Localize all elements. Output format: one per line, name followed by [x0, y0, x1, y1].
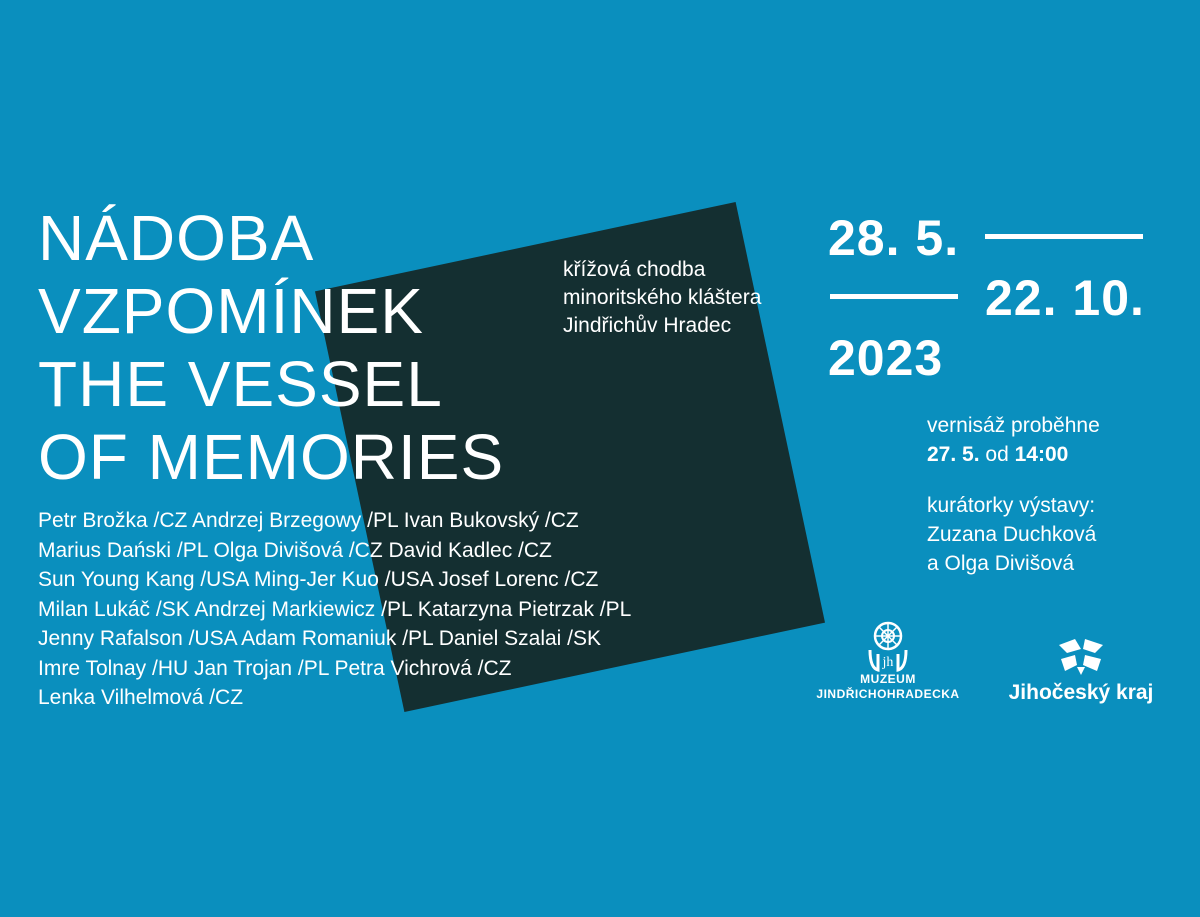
artist-line: Lenka Vilhelmová /CZ	[38, 686, 244, 709]
year: 2023	[828, 330, 944, 386]
curators-line: Zuzana Duchková	[927, 523, 1097, 546]
location-line: křížová chodba	[563, 258, 706, 281]
date-rule-top	[985, 234, 1143, 239]
title-line: VZPOMÍNEK	[38, 275, 424, 347]
curators-line: kurátorky výstavy:	[927, 494, 1096, 517]
location-line: minoritského kláštera	[563, 286, 762, 309]
location-line: Jindřichův Hradec	[563, 314, 732, 337]
vernissage-date: 27. 5.	[927, 443, 980, 466]
title-line: OF MEMORIES	[38, 421, 505, 493]
artist-line: Sun Young Kang /USA Ming-Jer Kuo /USA Josef Lorenc /CZ	[38, 568, 599, 591]
exhibition-title	[38, 202, 504, 494]
artist-line: Marius Dański /PL Olga Divišová /CZ David Kadlec /CZ	[38, 538, 552, 562]
museum-emblem-icon	[860, 620, 916, 672]
curators-line: a Olga Divišová	[927, 552, 1075, 575]
title-line: NÁDOBA	[38, 202, 315, 274]
museum-logo-line2: JINDŘICHOHRADECKA	[816, 687, 960, 701]
vernissage-datetime	[927, 440, 1100, 469]
start-date: 28. 5.	[828, 210, 960, 266]
artist-list	[38, 506, 631, 713]
venue-location	[563, 256, 761, 340]
artist-line: Imre Tolnay /HU Jan Trojan /PL Petra Vichrová /CZ	[38, 656, 512, 680]
artist-line: Petr Brožka /CZ Andrzej Brzegowy /PL Ivan Bukovský /CZ	[38, 509, 579, 532]
region-logo	[996, 635, 1166, 705]
svg-text:jh: jh	[882, 655, 894, 670]
title-line: THE VESSEL	[38, 348, 443, 420]
vernissage-time: 14:00	[1014, 443, 1069, 466]
vernissage-label: vernisáž proběhne	[927, 414, 1100, 437]
curators-info	[927, 491, 1096, 578]
region-emblem-icon	[1055, 635, 1107, 677]
region-logo-text: Jihočeský kraj	[1008, 681, 1154, 704]
date-rule-middle	[830, 294, 958, 299]
artist-line: Jenny Rafalson /USA Adam Romaniuk /PL Daniel Szalai /SK	[38, 627, 602, 650]
artist-line: Milan Lukáč /SK Andrzej Markiewicz /PL Katarzyna Pietrzak /PL	[38, 597, 632, 621]
end-date: 22. 10.	[985, 270, 1145, 326]
vernissage-from: od	[985, 443, 1009, 466]
museum-logo-line1: MUZEUM	[860, 672, 916, 686]
vernissage-info	[927, 411, 1100, 469]
museum-logo	[808, 620, 968, 702]
